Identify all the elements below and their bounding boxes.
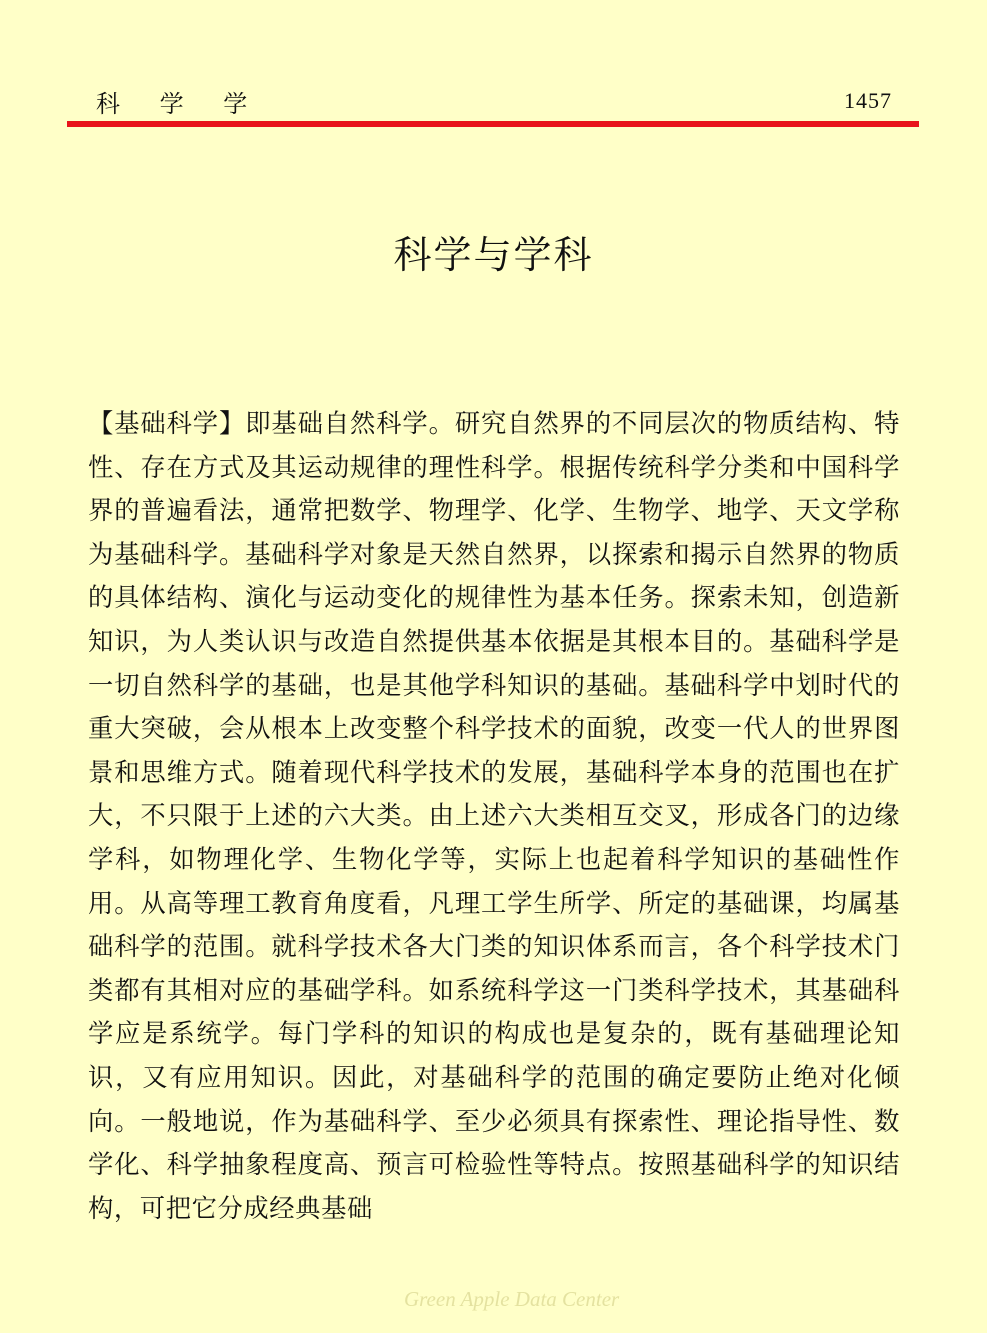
header-divider bbox=[67, 121, 919, 127]
entry-term: 【基础科学】 bbox=[88, 409, 246, 438]
section-title: 科学与学科 bbox=[393, 233, 594, 277]
page-number: 1457 bbox=[844, 88, 892, 113]
article-body bbox=[88, 402, 900, 1230]
watermark: Green Apple Data Center bbox=[404, 1287, 620, 1311]
running-header-title: 科 学 学 bbox=[96, 90, 264, 118]
entry-text: 即基础自然科学。研究自然界的不同层次的物质结构、特性、存在方式及其运动规律的理性科学。根据传统科学分类和中国科学界的普遍看法，通常把数学、物理学、化学、生物学、地学、天文学称为基础科学。基础科学对象是天然自然界，以探索和揭示自然界的物质的具体结构、演化与运动变化的规律性为基本任务。探索未知，创造新知识，为人类认识与改造自然提供基本依据是其根本目的。基础科学是一切自然科学的基础，也是其他学科知识的基础。基础科学中划时代的重大突破，会从根本上改变整个科学技术的面貌，改变一代人的世界图景和思维方式。随着现代科学技术的发展，基础科学本身的范围也在扩大，不只限于上述的六大类。由上述六大类相互交叉，形成各门的边缘学科，如物理化学、生物化学等，实际上也起着科学知识的基础性作用。从高等理工教育角度看，凡理工学生所学、所定的基础课，均属基础科学的范围。就科学技术各大门类的知识体系而言，各个科学技术门类都有其相对应的基础学科。如系统科学这一门类科学技术，其基础科学应是系统学。每门学科的知识的构成也是复杂的，既有基础理论知识，又有应用知识。因此，对基础科学的范围的确定要防止绝对化倾向。一般地说，作为基础科学、至少必须具有探索性、理论指导性、数学化、科学抽象程度高、预言可检验性等特点。按照基础科学的知识结构，可把它分成经典基础 bbox=[88, 409, 900, 1223]
